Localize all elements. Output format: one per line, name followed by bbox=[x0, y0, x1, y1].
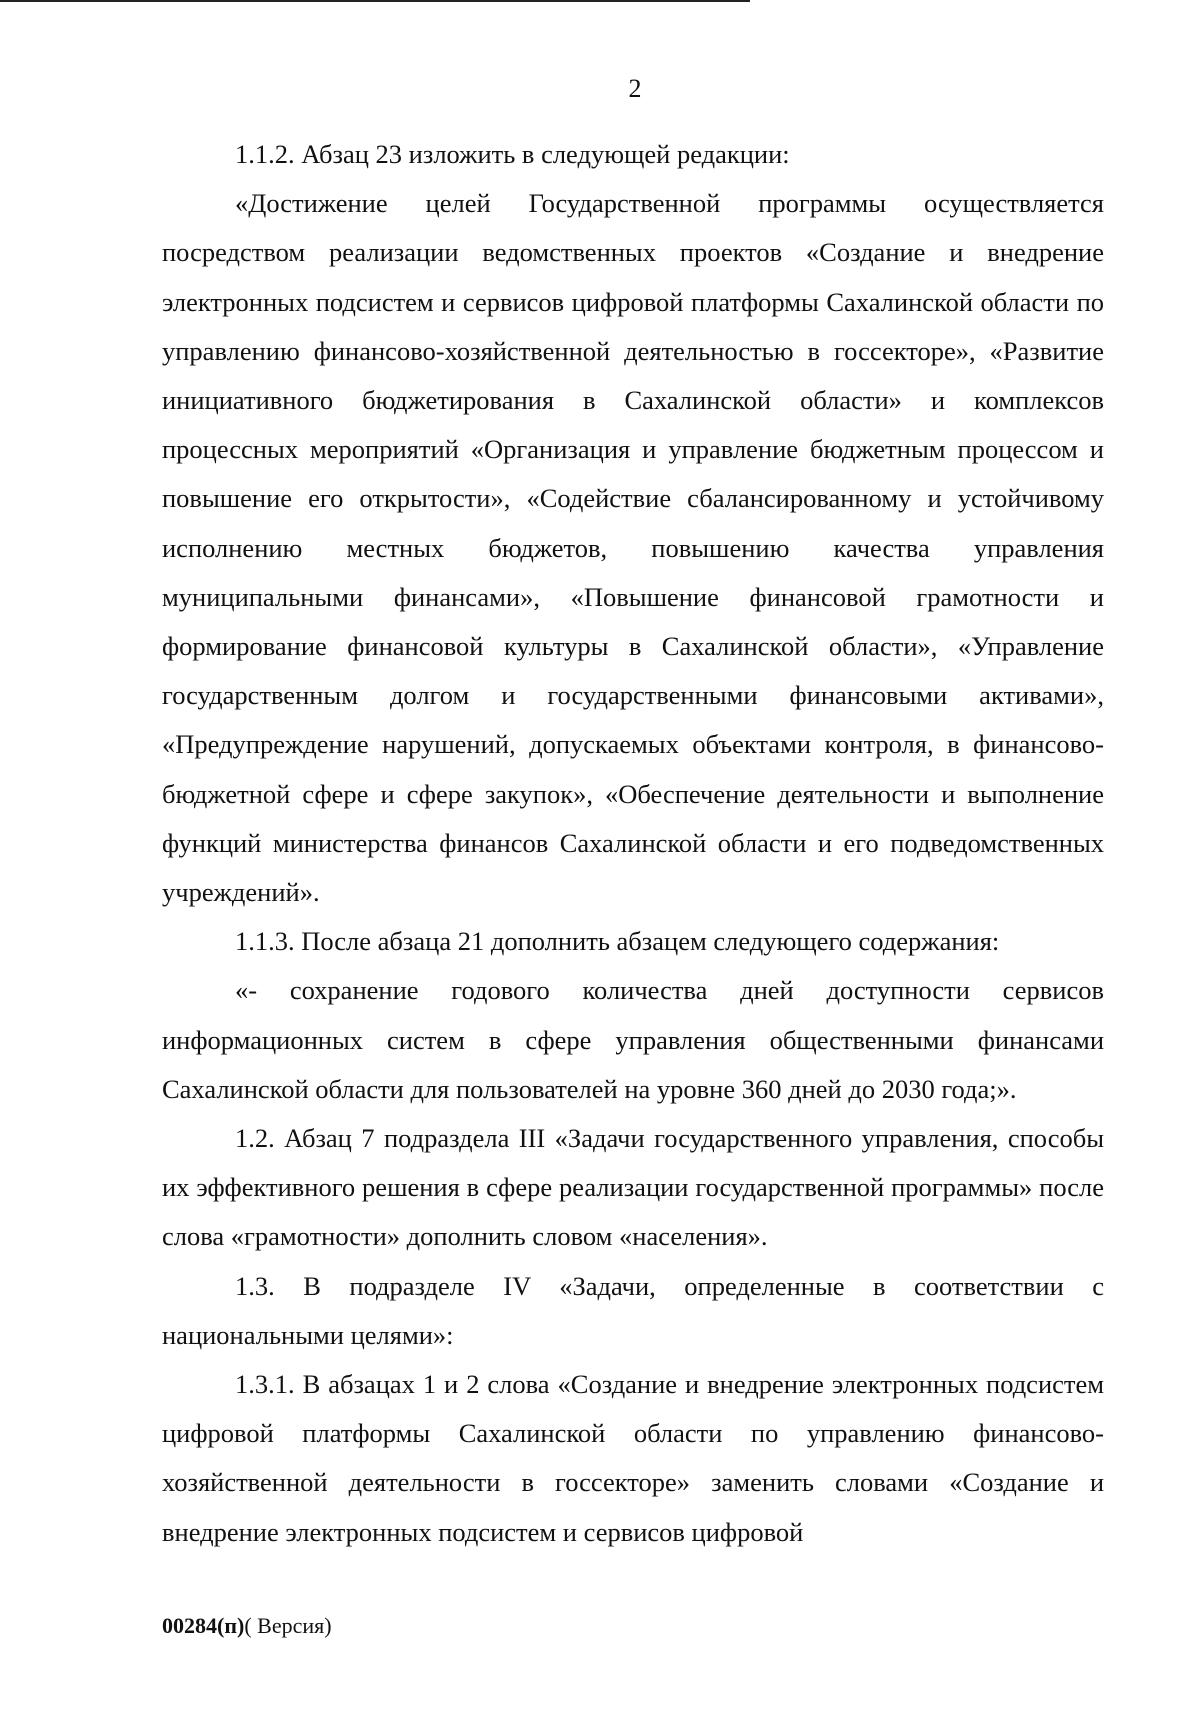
top-border-line bbox=[0, 0, 750, 2]
paragraph-1-3-1: 1.3.1. В абзацах 1 и 2 слова «Создание и внедрение электронных подсистем цифровой платформы Сахалинской области по управлению финансово-хозяйственной деятельности в госсекторе» заменить словами «Создание и внедрение электронных подсистем и сервисов цифровой bbox=[162, 1369, 1104, 1547]
document-footer bbox=[162, 1612, 332, 1640]
paragraph-1-1-2: 1.1.2. Абзац 23 изложить в следующей редакции: bbox=[235, 139, 790, 169]
paragraph-quote-services: «- сохранение годового количества дней доступности сервисов информационных систем в сфере управления общественными финансами Сахалинской области для пользователей на уровне 360 дней до 2030 года;». bbox=[162, 975, 1104, 1104]
paragraph-1-2: 1.2. Абзац 7 подраздела III «Задачи государственного управления, способы их эффективного решения в сфере реализации государственной программы» после слова «грамотности» дополнить словом «населения». bbox=[162, 1123, 1104, 1252]
page-number: 2 bbox=[628, 74, 642, 103]
paragraph-quote-goals: «Достижение целей Государственной программы осуществляется посредством реализации ведомственных проектов «Создание и внедрение электронных подсистем и сервисов цифровой платформы Сахалинской области по управлению финансово-хозяйственной деятельностью в госсекторе», «Развитие инициативного бюджетирования в Сахалинской области» и комплексов процессных мероприятий «Организация и управление бюджетным процессом и повышение его открытости», «Содействие сбалансированному и устойчивому исполнению местных бюджетов, повышению качества управления муниципальными финансами», «Повышение финансовой грамотности и формирование финансовой культуры в Сахалинской области», «Управление государственным долгом и государственными финансовыми активами», «Предупреждение нарушений, допускаемых объектами контроля, в финансово-бюджетной сфере и сфере закупок», «Обеспечение деятельности и выполнение функций министерства финансов Сахалинской области и его подведомственных учреждений». bbox=[162, 188, 1104, 908]
document-version: ( Версия) bbox=[244, 1613, 332, 1638]
paragraph-1-1-3: 1.1.3. После абзаца 21 дополнить абзацем следующего содержания: bbox=[235, 926, 1000, 957]
paragraph-1-3: 1.3. В подразделе IV «Задачи, определенные в соответствии с национальными целями»: bbox=[162, 1270, 1104, 1350]
document-code: 00284(п) bbox=[162, 1613, 245, 1638]
document-body bbox=[162, 130, 1104, 1557]
